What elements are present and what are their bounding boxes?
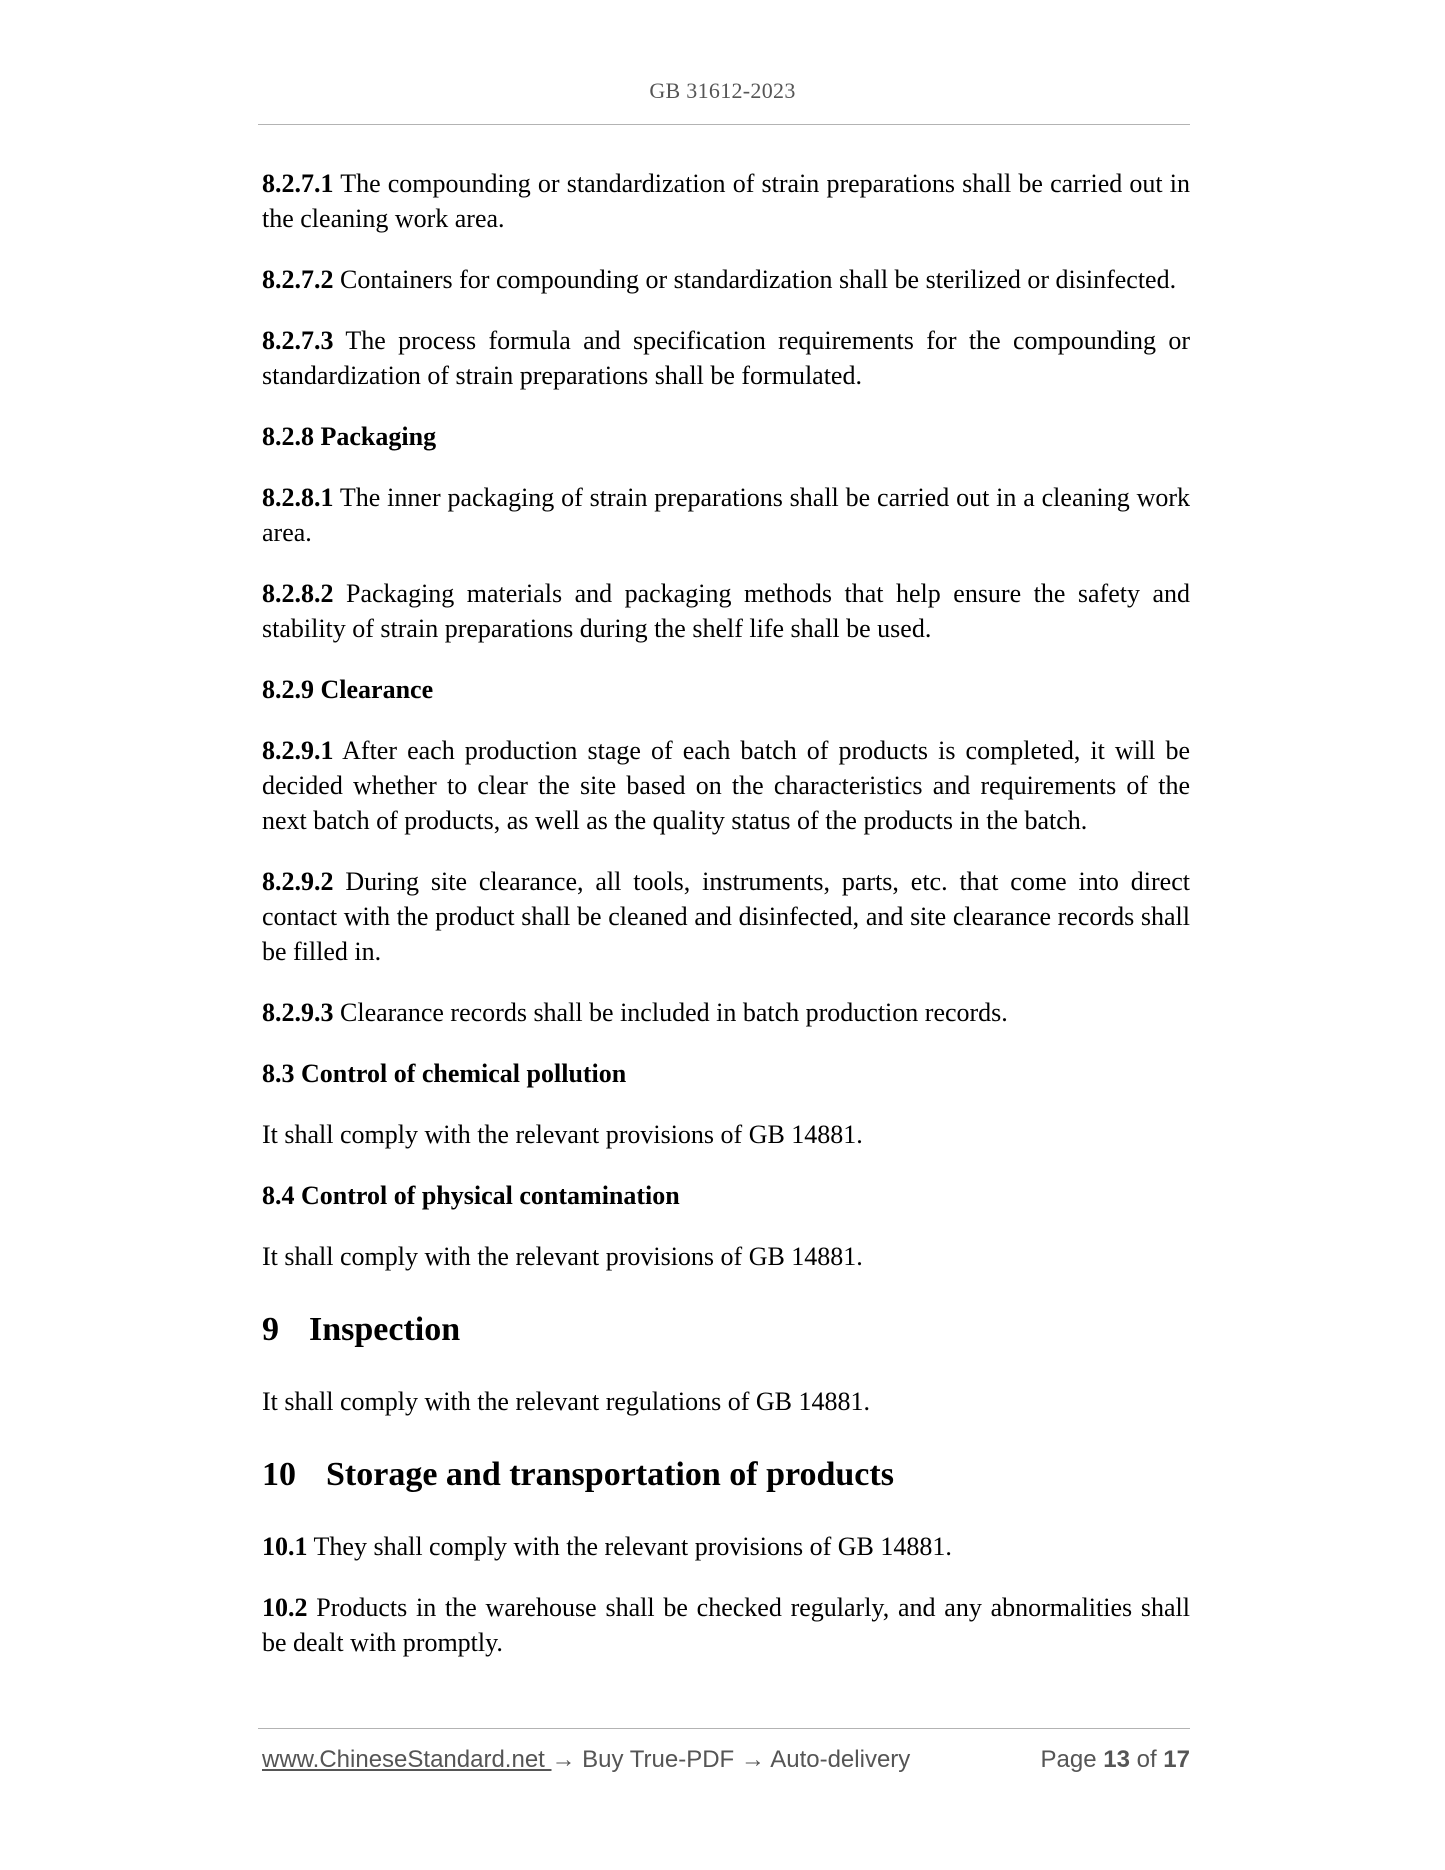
clause-10-2 (262, 1590, 1190, 1660)
header-rule (258, 124, 1190, 125)
clause-8-2-9-1 (262, 733, 1190, 838)
footer-rule (258, 1728, 1190, 1729)
section-number: 10 (262, 1456, 296, 1493)
clause-8-2-9-3 (262, 995, 1190, 1030)
clause-8-2-7-2 (262, 262, 1190, 297)
clause-10-1 (262, 1529, 1190, 1564)
clause-8-2-7-3 (262, 323, 1190, 393)
clause-number: 8.2.9.3 (262, 998, 334, 1027)
clause-text: After each production stage of each batch of products is completed, it will be decided whether to clear the site based on the characteristics and requirements of the next batch of products, as well as the quality status of the products in the batch. (262, 736, 1190, 835)
clause-text: During site clearance, all tools, instruments, parts, etc. that come into direct contact with the product shall be cleaned and disinfected, and site clearance records shall be filled in. (262, 867, 1190, 966)
page-footer (262, 1746, 1190, 1778)
page-indicator (1041, 1746, 1191, 1774)
clause-8-2-8-1 (262, 480, 1190, 550)
of-label: of (1136, 1746, 1157, 1773)
clause-number: 10.1 (262, 1532, 308, 1561)
section-title: Inspection (309, 1311, 461, 1348)
heading-8-2-9: 8.2.9 Clearance (262, 675, 434, 704)
page-label: Page (1040, 1746, 1097, 1773)
document-code: GB 31612-2023 (649, 78, 796, 103)
paragraph-8-3: It shall comply with the relevant provisions of GB 14881. (262, 1120, 863, 1149)
clause-text: Products in the warehouse shall be checked regularly, and any abnormalities shall be dealt with promptly. (262, 1593, 1190, 1657)
clause-number: 8.2.7.3 (262, 326, 334, 355)
heading-8-2-8: 8.2.8 Packaging (262, 422, 437, 451)
clause-number: 8.2.8.1 (262, 483, 334, 512)
clause-number: 8.2.7.1 (262, 169, 334, 198)
clause-text: Containers for compounding or standardization shall be sterilized or disinfected. (333, 265, 1177, 294)
clause-number: 8.2.7.2 (262, 265, 334, 294)
clause-8-2-7-1 (262, 166, 1190, 236)
total-pages: 17 (1163, 1746, 1190, 1773)
clause-number: 8.2.9.2 (262, 867, 334, 896)
clause-number: 8.2.9.1 (262, 736, 334, 765)
clause-text: Clearance records shall be included in batch production records. (333, 998, 1008, 1027)
clause-text: They shall comply with the relevant provisions of GB 14881. (307, 1532, 952, 1561)
clause-8-2-8-2 (262, 576, 1190, 646)
clause-8-2-9-2 (262, 864, 1190, 969)
paragraph-9: It shall comply with the relevant regulations of GB 14881. (262, 1387, 870, 1416)
footer-promo (262, 1746, 910, 1774)
clause-number: 10.2 (262, 1593, 308, 1622)
section-title: Storage and transportation of products (326, 1456, 894, 1493)
page-content (262, 166, 1190, 1686)
current-page: 13 (1103, 1746, 1130, 1773)
section-10-heading (262, 1455, 1190, 1495)
clause-number: 8.2.8.2 (262, 579, 334, 608)
website-link[interactable]: www.ChineseStandard.net (262, 1746, 552, 1773)
section-number: 9 (262, 1311, 279, 1348)
footer-promo-text: → Buy True-PDF → Auto-delivery (551, 1746, 911, 1773)
heading-8-4: 8.4 Control of physical contamination (262, 1181, 680, 1210)
clause-text: The compounding or standardization of strain preparations shall be carried out in the cleaning work area. (262, 169, 1190, 233)
section-9-heading (262, 1310, 1190, 1350)
clause-text: Packaging materials and packaging methods that help ensure the safety and stability of strain preparations during the shelf life shall be used. (262, 579, 1190, 643)
clause-text: The inner packaging of strain preparations shall be carried out in a cleaning work area. (262, 483, 1190, 547)
paragraph-8-4: It shall comply with the relevant provisions of GB 14881. (262, 1242, 863, 1271)
clause-text: The process formula and specification requirements for the compounding or standardization of strain preparations shall be formulated. (262, 326, 1190, 390)
heading-8-3: 8.3 Control of chemical pollution (262, 1059, 627, 1088)
